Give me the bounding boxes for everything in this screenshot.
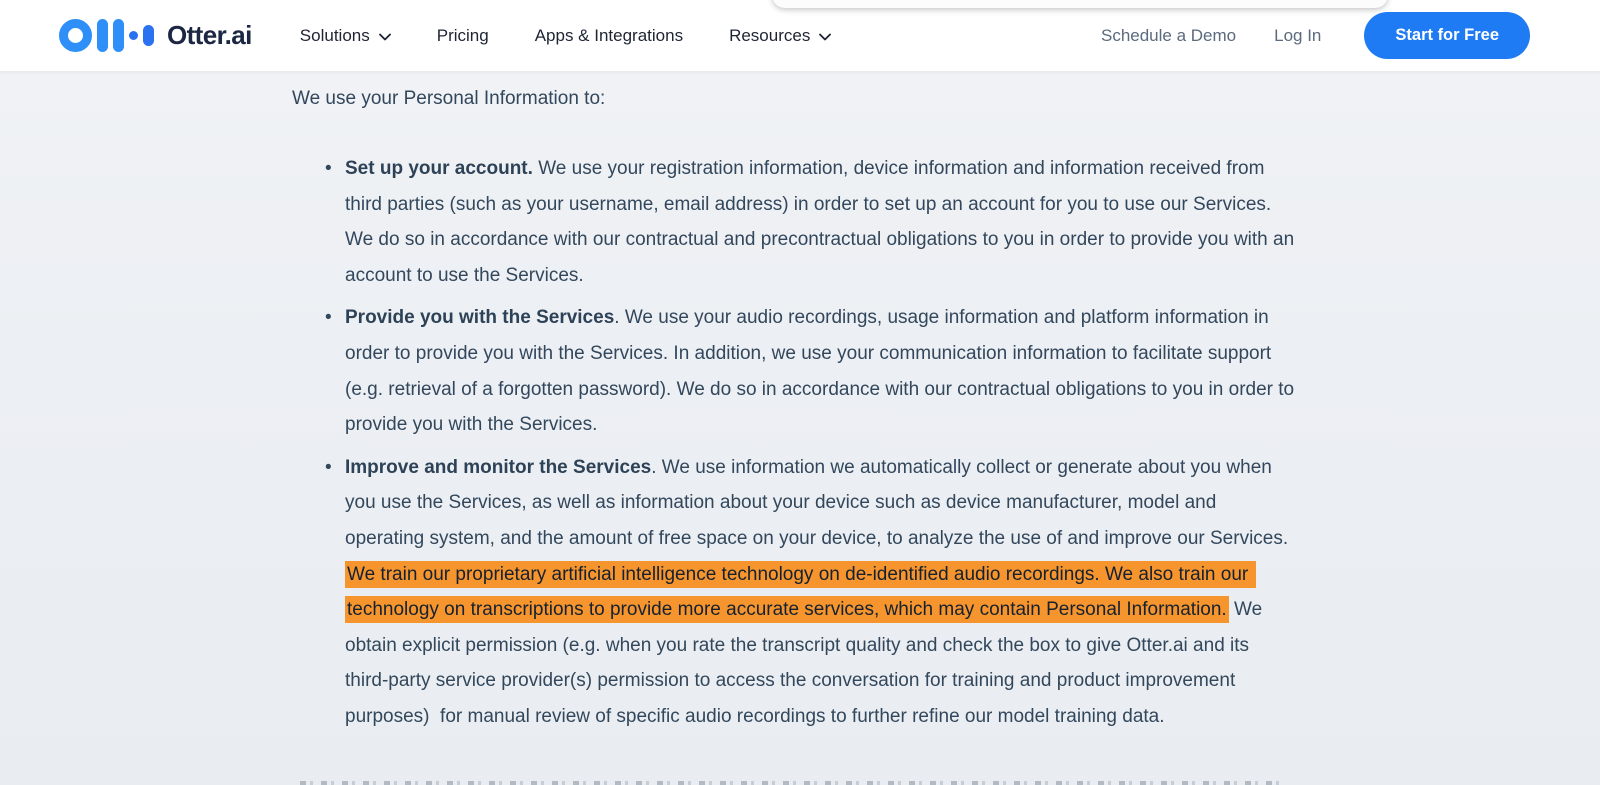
bullet-text: We obtain explicit permission (e.g. when you rate the transcript quality and check the box to give Otter.ai and its third-party service provider(s) permission to access the conversation for training and product improvement purposes) for manual review of specific audio recordings to further refine our model training data. xyxy=(345,599,1268,727)
nav-label: Pricing xyxy=(436,25,489,45)
otter-logo-icon xyxy=(59,19,154,53)
bullet-lead-in: Set up your account. xyxy=(345,158,533,179)
usage-list xyxy=(292,151,1300,735)
list-item xyxy=(345,151,1300,293)
bullet-text: . We use information we automatically collect or generate about you when you use the Services, as well as information about your device such as device manufacturer, model and operating system, and the amount of free space on your device, to analyze the use of and improve our Services. xyxy=(345,456,1294,549)
bullet-text: We use your registration information, device information and information received from third parties (such as your username, email address) in order to set up an account for you to use our Services. We do so in accordance with our contractual and precontractual obligations to you in order to provide you with an account to use the Services. xyxy=(345,158,1300,286)
otter-logo[interactable] xyxy=(59,19,252,53)
nav-item-apps-integrations[interactable] xyxy=(535,26,683,46)
partial-banner xyxy=(772,0,1388,8)
nav-item-resources[interactable] xyxy=(729,26,831,46)
chevron-down-icon xyxy=(379,33,391,41)
nav-item-pricing[interactable] xyxy=(437,26,489,46)
header-actions xyxy=(1101,12,1530,59)
nav-label: Resources xyxy=(729,25,811,45)
bullet-lead-in: Improve and monitor the Services xyxy=(345,456,652,478)
list-item xyxy=(345,450,1297,735)
bullet-text: . We use your audio recordings, usage information and platform information in order to provide you with the Services. In addition, we use your communication information to facilitate support (e.g. retrieval of a forgotten password). We do so in accordance with our contractual obligations to you in order to provide you with the Services. xyxy=(345,307,1300,436)
login-link[interactable]: Log In xyxy=(1274,25,1322,45)
intro-paragraph: We use your Personal Information to: xyxy=(292,88,606,109)
start-free-button[interactable]: Start for Free xyxy=(1364,12,1530,59)
privacy-policy-content xyxy=(0,72,1600,735)
nav-label: Solutions xyxy=(299,25,370,45)
nav-item-solutions[interactable] xyxy=(300,26,391,46)
nav-label: Apps & Integrations xyxy=(534,25,684,45)
list-item xyxy=(345,300,1300,442)
chevron-down-icon xyxy=(819,33,831,41)
main-nav xyxy=(300,26,832,46)
bullet-lead-in: Provide you with the Services xyxy=(345,307,615,329)
logo-wordmark: Otter.ai xyxy=(167,20,252,50)
schedule-demo-link[interactable]: Schedule a Demo xyxy=(1100,25,1237,45)
site-header xyxy=(0,0,1600,72)
clipped-next-line xyxy=(300,781,1285,785)
highlighted-text: We train our proprietary artificial intelligence technology on de-identified audio recordings. We also train our technology on transcriptions to provide more accurate services, which may contain Personal Information. xyxy=(345,561,1256,624)
